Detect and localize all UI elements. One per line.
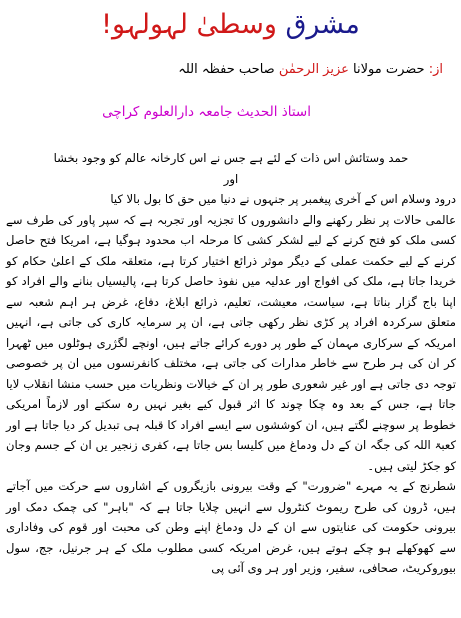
body-paragraph: شطرنج کے یہ مہرے "ضرورت" کے وقت بیرونی بازیگروں کے اشاروں سے حرکت میں آجاتے ہیں، ڈرون کی طرح ریموٹ کنٹرول سے انہیں چلایا جاتا ہے کہ "باہر" کی چمک دمک اور بیرونی حکومت کی عنایتوں سے ان کے دل ودماغ اپنے وطن کی محبت اور قوم کی وفاداری سے کھوکھلے ہو چکے ہوتے ہیں، غرض امریکہ کسی مطلوب ملک کے ہر جرنیل، جج، سول بیوروکریٹ، صحافی، سفیر، وزیر اور ہر وی آئی پی bbox=[6, 479, 456, 575]
title-part-1: مشرق bbox=[276, 9, 360, 40]
author-suffix: صاحب حفظہ اللہ bbox=[178, 62, 275, 77]
title-part-2: وسطیٰ لہولہو! bbox=[101, 9, 277, 40]
author-prefix: حضرت مولانا bbox=[353, 62, 425, 77]
praise-line: حمد وستائش اس ذات کے لئے ہے جس نے اس کارخانہ عالم کو وجود بخشا bbox=[53, 151, 409, 165]
conjunction-line: اور bbox=[223, 171, 239, 186]
body-paragraph: عالمی حالات پر نظر رکھنے والے دانشوروں کا تجزیہ اور تجربہ ہے کہ سپر پاور کی طرف سے کسی ملک کو فتح کرنے کے لیے لشکر کشی کا مرحلہ اب محدود ہوگیا ہے، امریکا فتح حاصل کرنے کے لیے حکمت عملی کے دیگر موثر ذرائع اختیار کرتا ہے، متعلقہ ملک کے اعلیٰ حکام کو خریدا جاتا ہے، ملک کی افواج اور عدلیہ میں نفوذ حاصل کرتا ہے، پالیسیاں بنانے والے افراد کو اپنا باج گزار بناتا ہے، سیاست، معیشت، تعلیم، ذرائع ابلاغ، دفاع، غرض ہر اہم شعبہ سے متعلق سرکردہ افراد پر کڑی نظر رکھی جاتی ہے، ان پر سرمایہ کاری کی جاتی ہے، انہیں امریکہ کے سرکاری مہمان کے طور پر دورے کرائے جاتے ہیں، اونچے لگژری ہوٹلوں میں ٹھہرا کر ان کی ہر طرح سے خاطر مدارات کی جاتی ہے، مختلف کانفرنسوں میں ان پر خصوصی توجہ دی جاتی ہے اور غیر شعوری طور پر ان کے خیالات ونظریات میں حسب منشا انقلاب لایا جاتا ہے، جس کے بعد وہ چکا چوند کا اثر قبول کیے بغیر نہیں رہ سکتے اور لازماً امریکی خطوط پر سوچنے لگتے ہیں، ان کوششوں سے ایسے افراد کا قبلہ ہی تبدیل کر دیا جاتا ہے اور کعبۃ اللہ کی جگہ ان کے دل ودماغ میں کلیسا بس جاتا ہے، کفری زنجیر یں ان کے جسم وجان کو جکڑ لیتی ہیں۔ bbox=[6, 212, 456, 473]
author-line bbox=[178, 60, 443, 80]
article-body bbox=[6, 148, 456, 579]
article-title bbox=[0, 6, 461, 44]
salutation-line: درود وسلام اس کے آخری پیغمبر پر جنہوں نے دنیا میں حق کا بول بالا کیا bbox=[110, 192, 456, 206]
author-name: عزیز الرحمٰن bbox=[278, 62, 349, 77]
author-label: از: bbox=[428, 62, 443, 77]
author-designation: استاذ الحدیث جامعہ دارالعلوم کراچی bbox=[102, 104, 311, 120]
